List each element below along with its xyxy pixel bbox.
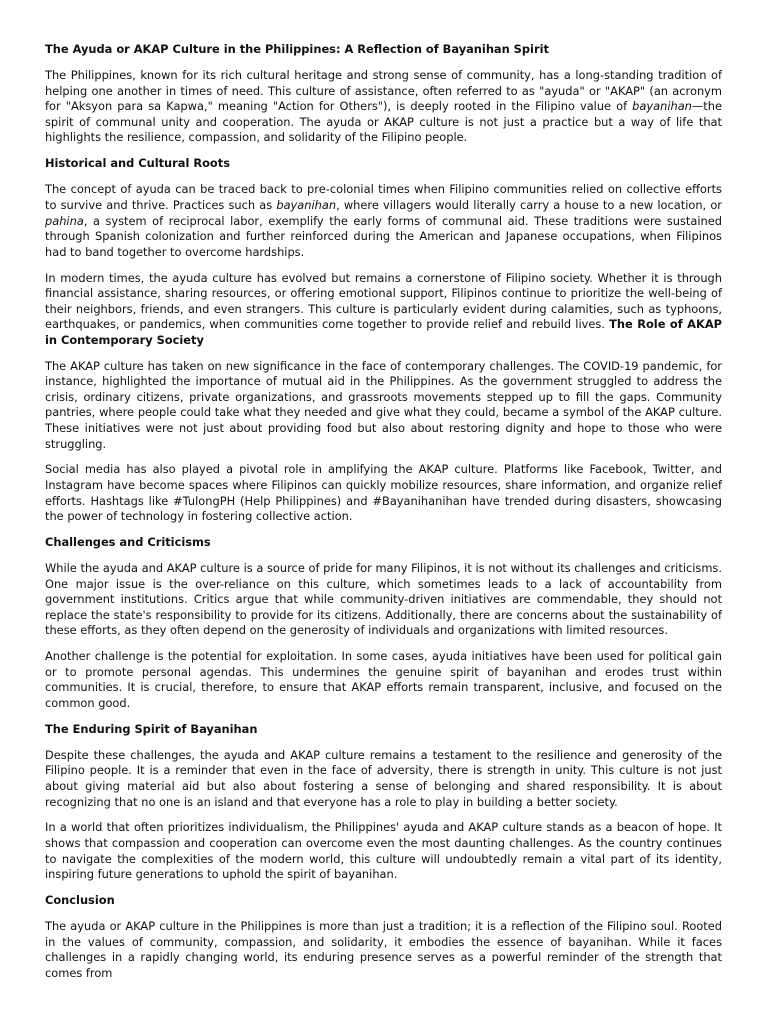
enduring-paragraph-1: Despite these challenges, the ayuda and AKAP culture remains a testament to the resilience and generosity of the Filipino people. It is a reminder that even in the face of adversity, there is strength in unity. This culture is not just about giving material aid but also about fostering a sense of belonging and shared responsibility. It is about recognizing that no one is an island and that everyone has a role to play in building a better society. — [45, 747, 722, 809]
heading-enduring-spirit: The Enduring Spirit of Bayanihan — [45, 721, 258, 736]
historical-paragraph-1 — [45, 182, 722, 260]
historical-paragraph-2-text: In modern times, the ayuda culture has evolved but remains a cornerstone of Filipino society. Whether it is through financial assistance, sharing resources, or offering emotional support, Filipinos continue to prioritize the well-being of their neighbors, friends, and even strangers. This culture is particularly evident during calamities, such as typhoons, earthquakes, or pandemics, when communities come together to provide relief and rebuild lives. — [45, 270, 722, 332]
intro-term-bayanihan: bayanihan — [632, 99, 692, 114]
historical-paragraph-2 — [45, 271, 722, 349]
intro-paragraph — [45, 68, 722, 146]
historical-term-pahina: pahina — [45, 213, 84, 228]
historical-text-c: , a system of reciprocal labor, exemplify the early forms of communal aid. These traditions were sustained through Spanish colonization and further reinforced during the American and Japanese occupations, when Filipinos had to band together to overcome hardships. — [45, 213, 722, 259]
historical-text-b: , where villagers would literally carry a house to a new location, or — [336, 197, 722, 212]
document-title: The Ayuda or AKAP Culture in the Philippines: A Reflection of Bayanihan Spirit — [45, 42, 549, 56]
historical-text-a: The concept of ayuda can be traced back to pre-colonial times when Filipino communities relied on collective efforts to survive and thrive. Practices such as — [45, 182, 722, 212]
contemporary-paragraph-1: The AKAP culture has taken on new significance in the face of contemporary challenges. The COVID-19 pandemic, for instance, highlighted the importance of mutual aid in the Philippines. As the government struggled to address the crisis, ordinary citizens, private organizations, and grassroots movements stepped up to fill the gaps. Community pantries, where people could take what they needed and give what they could, became a symbol of the AKAP culture. These initiatives were not just about providing food but also about restoring dignity and hope to those who were struggling. — [45, 358, 722, 451]
contemporary-paragraph-2: Social media has also played a pivotal role in amplifying the AKAP culture. Platforms like Facebook, Twitter, and Instagram have become spaces where Filipinos can quickly mobilize resources, share information, and organize relief efforts. Hashtags like #TulongPH (Help Philippines) and #Bayanihanihan have trended during disasters, showcasing the power of technology in fostering collective action. — [45, 462, 722, 524]
heading-historical-roots: Historical and Cultural Roots — [45, 156, 230, 171]
heading-challenges: Challenges and Criticisms — [45, 534, 211, 549]
historical-term-bayanihan: bayanihan — [276, 197, 337, 212]
heading-conclusion: Conclusion — [45, 893, 115, 907]
challenges-paragraph-2: Another challenge is the potential for exploitation. In some cases, ayuda initiatives have been used for political gain or to promote personal agendas. This undermines the genuine spirit of bayanihan and erodes trust within communities. It is crucial, therefore, to ensure that AKAP efforts remain transparent, inclusive, and focused on the common good. — [45, 649, 722, 710]
intro-text-b: —the spirit of communal unity and cooperation. The ayuda or AKAP culture is not just a practice but a way of life that highlights the resilience, compassion, and solidarity of the Filipino people. — [45, 99, 722, 145]
conclusion-paragraph: The ayuda or AKAP culture in the Philippines is more than just a tradition; it is a reflection of the Filipino soul. Rooted in the values of community, compassion, and solidarity, it embodies the essence of bayanihan. While it faces challenges in a rapidly changing world, its enduring presence serves as a powerful reminder of the strength that comes from — [45, 919, 722, 980]
challenges-paragraph-1: While the ayuda and AKAP culture is a source of pride for many Filipinos, it is not without its challenges and criticisms. One major issue is the over-reliance on this culture, which sometimes leads to a lack of accountability from government institutions. Critics argue that while community-driven initiatives are commendable, they should not replace the state's responsibility to provide for its citizens. Additionally, there are concerns about the sustainability of these efforts, as they often depend on the generosity of individuals and organizations with limited resources. — [45, 561, 722, 638]
document-page — [45, 42, 722, 980]
heading-contemporary-role: The Role of AKAP in Contemporary Society — [45, 317, 722, 347]
intro-text-a: The Philippines, known for its rich cultural heritage and strong sense of community, has a long-standing tradition of helping one another in times of need. This culture of assistance, often referred to as "ayuda" or "AKAP" (an acronym for "Aksyon para sa Kapwa," meaning "Action for Others"), is deeply rooted in the Filipino value of — [45, 68, 722, 114]
enduring-paragraph-2: In a world that often prioritizes individualism, the Philippines' ayuda and AKAP culture stands as a beacon of hope. It shows that compassion and cooperation can overcome even the most daunting challenges. As the country continues to navigate the complexities of the modern world, this culture will undoubtedly remain a vital part of its identity, inspiring future generations to uphold the spirit of bayanihan. — [45, 820, 722, 882]
